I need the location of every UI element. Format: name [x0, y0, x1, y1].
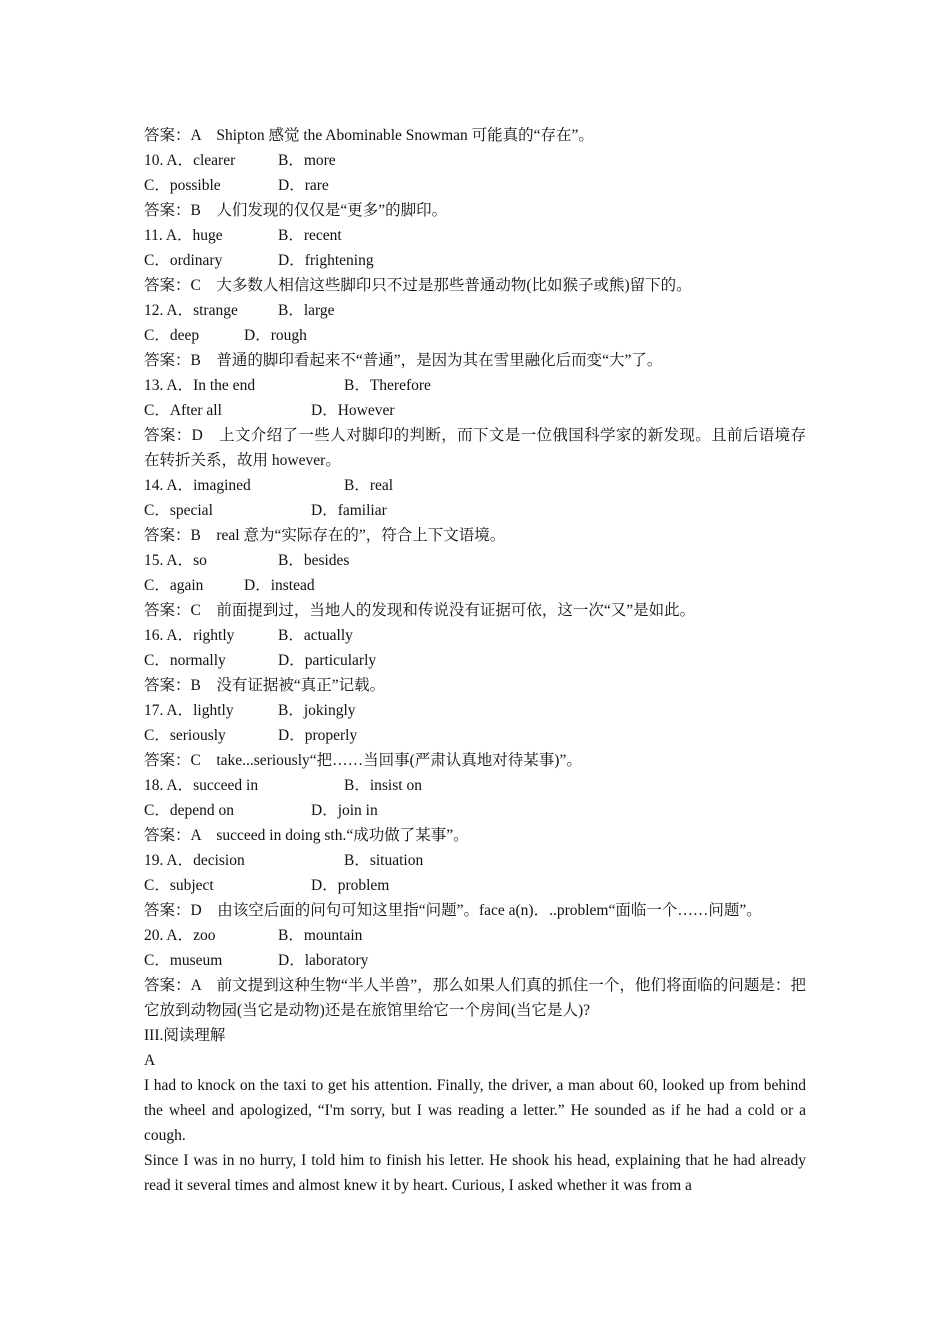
- option-left: 10. A．clearer: [144, 152, 236, 169]
- option-left: C．again: [144, 577, 204, 594]
- option-right: B．real: [344, 477, 394, 494]
- option-left: C．After all: [144, 402, 222, 419]
- option-left: C．deep: [144, 327, 200, 344]
- option-row: [144, 298, 806, 323]
- option-row: [144, 498, 806, 523]
- option-right: D．problem: [311, 877, 390, 894]
- option-row: [144, 723, 806, 748]
- answer-line: 答案：C 前面提到过，当地人的发现和传说没有证据可依，这一次“又”是如此。: [144, 602, 696, 619]
- option-row: [144, 398, 806, 423]
- option-right: B．situation: [344, 852, 424, 869]
- option-left: C．normally: [144, 652, 226, 669]
- option-right: D．However: [311, 402, 395, 419]
- answer-line: III.阅读理解: [144, 1027, 226, 1044]
- answer-line: 答案：B 没有证据被“真正”记载。: [144, 677, 386, 694]
- option-right: D．properly: [278, 727, 358, 744]
- option-row: [144, 223, 806, 248]
- option-right: D．rough: [244, 327, 307, 344]
- option-left: C．seriously: [144, 727, 226, 744]
- option-row: [144, 923, 806, 948]
- option-left: C．ordinary: [144, 252, 223, 269]
- option-left: 12. A．strange: [144, 302, 238, 319]
- paragraph: I had to knock on the taxi to get his attention. Finally, the driver, a man about 60, looked up from behind the wheel and apologized, “I'm sorry, but I was reading a letter.” He sounded as if he had a cold or a cough.: [144, 1077, 806, 1144]
- option-row: [144, 573, 806, 598]
- option-right: D．particularly: [278, 652, 377, 669]
- option-right: B．mountain: [278, 927, 363, 944]
- option-right: D．frightening: [278, 252, 374, 269]
- option-left: 15. A．so: [144, 552, 207, 569]
- option-right: B．insist on: [344, 777, 422, 794]
- option-row: [144, 148, 806, 173]
- option-left: 18. A．succeed in: [144, 777, 259, 794]
- option-row: [144, 948, 806, 973]
- option-right: D．join in: [311, 802, 378, 819]
- answer-line: 答案：A Shipton 感觉 the Abominable Snowman 可能真的“存在”。: [144, 127, 594, 144]
- paragraph: 答案：A 前文提到这种生物“半人半兽”，那么如果人们真的抓住一个，他们将面临的问题是：把它放到动物园(当它是动物)还是在旅馆里给它一个房间(当它是人)?: [144, 977, 806, 1019]
- answer-line: 答案：B 普通的脚印看起来不“普通”，是因为其在雪里融化后而变“大”了。: [144, 352, 663, 369]
- paragraph: 答案：D 上文介绍了一些人对脚印的判断，而下文是一位俄国科学家的新发现。且前后语境存在转折关系，故用 however。: [144, 427, 806, 469]
- option-right: B．besides: [278, 552, 350, 569]
- option-left: 11. A．huge: [144, 227, 223, 244]
- paragraph: Since I was in no hurry, I told him to finish his letter. He shook his head, explaining that he had already read it several times and almost knew it by heart. Curious, I asked whether it was from a: [144, 1152, 806, 1194]
- option-left: 17. A．lightly: [144, 702, 234, 719]
- option-row: [144, 623, 806, 648]
- answer-line: 答案：A succeed in doing sth.“成功做了某事”。: [144, 827, 469, 844]
- option-left: C．possible: [144, 177, 221, 194]
- answer-line: 答案：C take...seriously“把……当回事(严肃认真地对待某事)”。: [144, 752, 582, 769]
- document-page: [144, 123, 806, 1198]
- option-left: 19. A．decision: [144, 852, 245, 869]
- option-row: [144, 548, 806, 573]
- answer-line: 答案：B real 意为“实际存在的”，符合上下文语境。: [144, 527, 506, 544]
- option-left: C．subject: [144, 877, 214, 894]
- option-right: B．recent: [278, 227, 342, 244]
- answer-line: A: [144, 1052, 156, 1069]
- option-right: B．actually: [278, 627, 353, 644]
- option-right: B．large: [278, 302, 335, 319]
- option-right: B．Therefore: [344, 377, 431, 394]
- option-row: [144, 173, 806, 198]
- option-right: D．familiar: [311, 502, 387, 519]
- option-left: 14. A．imagined: [144, 477, 251, 494]
- option-row: [144, 798, 806, 823]
- option-row: [144, 648, 806, 673]
- option-right: D．laboratory: [278, 952, 369, 969]
- answer-line: 答案：B 人们发现的仅仅是“更多”的脚印。: [144, 202, 448, 219]
- paragraph: 答案：D 由该空后面的问句可知这里指“问题”。face a(n)．..problem“面临一个……问题”。: [144, 902, 762, 919]
- option-row: [144, 698, 806, 723]
- option-row: [144, 848, 806, 873]
- option-row: [144, 873, 806, 898]
- option-left: C．depend on: [144, 802, 234, 819]
- option-right: B．jokingly: [278, 702, 356, 719]
- option-row: [144, 323, 806, 348]
- option-row: [144, 473, 806, 498]
- option-right: D．rare: [278, 177, 329, 194]
- option-row: [144, 773, 806, 798]
- option-left: C．special: [144, 502, 213, 519]
- option-left: 16. A．rightly: [144, 627, 235, 644]
- option-left: 13. A．In the end: [144, 377, 256, 394]
- option-row: [144, 248, 806, 273]
- option-right: B．more: [278, 152, 336, 169]
- option-right: D．instead: [244, 577, 315, 594]
- option-left: C．museum: [144, 952, 223, 969]
- option-row: [144, 373, 806, 398]
- option-left: 20. A．zoo: [144, 927, 216, 944]
- answer-line: 答案：C 大多数人相信这些脚印只不过是那些普通动物(比如猴子或熊)留下的。: [144, 277, 692, 294]
